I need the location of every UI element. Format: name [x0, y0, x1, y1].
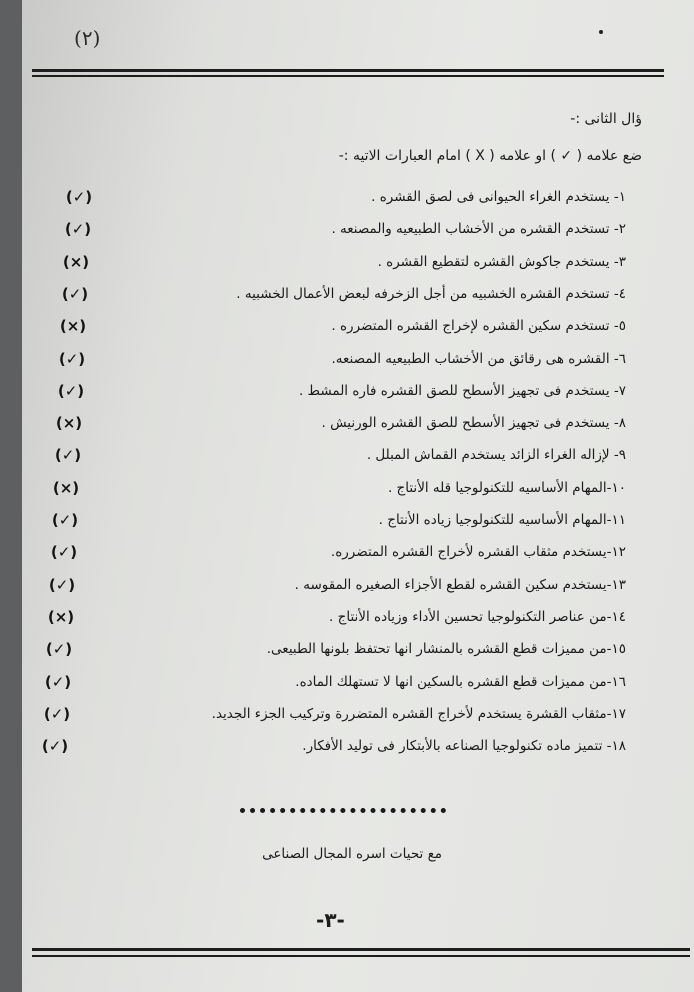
statement-text: ١٥-من مميزات قطع القشره بالمنشار انها تحتفظ بلونها الطبيعى. [266, 641, 626, 657]
footer-rule [32, 948, 690, 951]
answer-mark: (✓) [51, 511, 79, 529]
answer-mark: (✓) [61, 285, 89, 303]
answer-mark: (✓) [45, 640, 73, 658]
header-rule [32, 69, 664, 72]
answer-mark: (✓) [41, 737, 69, 755]
statement-text: ٢- تستخدم القشره من الأخشاب الطبيعيه والمصنعه . [331, 221, 626, 237]
answer-mark: (×) [62, 253, 90, 271]
statement-text: ٩- لإزاله الغراء الزائد يستخدم القماش المبلل . [366, 447, 626, 463]
statement-text: ١١-المهام الأساسيه للتكنولوجيا زياده الأنتاج . [378, 512, 626, 528]
page-number-bottom: -٣- [316, 908, 345, 932]
dotted-separator [240, 808, 446, 813]
answer-mark: (✓) [58, 350, 86, 368]
answer-mark: (×) [59, 317, 87, 335]
closing-greeting: مع تحيات اسره المجال الصناعى [262, 846, 442, 862]
answer-mark: (✓) [64, 220, 92, 238]
answer-mark: (✓) [57, 382, 85, 400]
header-rule-secondary [32, 75, 664, 77]
statement-text: ١٠-المهام الأساسيه للتكنولوجيا قله الأنتاج . [387, 480, 626, 496]
answer-mark: (×) [47, 608, 75, 626]
ink-dot [599, 30, 603, 34]
statement-text: ٤- تستخدم القشره الخشبيه من أجل الزخرفه لبعض الأعمال الخشبيه . [236, 286, 626, 302]
statement-text: ٣- يستخدم جاكوش القشره لتقطيع القشره . [377, 254, 626, 270]
answer-mark: (✓) [48, 576, 76, 594]
answer-mark: (✓) [65, 188, 93, 206]
statement-text: ١٣-يستخدم سكين القشره لقطع الأجزاء الصغيره المقوسه . [294, 577, 626, 593]
statement-text: ١٨- تتميز ماده تكنولوجيا الصناعه بالأبتكار فى توليد الأفكار. [302, 738, 626, 754]
page-number-top: (٢) [74, 26, 101, 50]
answer-mark: (✓) [50, 543, 78, 561]
footer-rule-secondary [32, 955, 690, 957]
answer-mark: (✓) [54, 446, 82, 464]
statement-text: ١٦-من مميزات قطع القشره بالسكين انها لا تستهلك الماده. [295, 674, 626, 690]
answer-mark: (×) [52, 479, 80, 497]
answer-mark: (✓) [43, 705, 71, 723]
instruction-text: ضع علامه ( ✓ ) او علامه ( X ) امام العبارات الاتيه :- [338, 148, 642, 164]
statement-text: ١- يستخدم الغراء الحيوانى فى لصق القشره . [371, 189, 626, 205]
statement-text: ١٢-يستخدم مثقاب القشره لأخراج القشره المتضرره. [330, 544, 626, 560]
statement-text: ٧- يستخدم فى تجهيز الأسطح للصق القشره فاره المشط . [298, 383, 626, 399]
statement-text: ٥- تستخدم سكين القشره لإخراج القشره المتضرره . [331, 318, 626, 334]
statement-text: ١٧-مثقاب القشرة يستخدم لأخراج القشره المتضررة وتركيب الجزء الجديد. [211, 706, 626, 722]
answer-mark: (✓) [44, 673, 72, 691]
worksheet-page [22, 0, 694, 992]
statement-text: ٨- يستخدم فى تجهيز الأسطح للصق القشره الورنيش . [321, 415, 626, 431]
statement-text: ١٤-من عناصر التكنولوجيا تحسين الأداء وزياده الأنتاج . [329, 609, 626, 625]
question-header: ؤال الثانى :- [570, 111, 642, 127]
statement-text: ٦- القشره هى رقائق من الأخشاب الطبيعيه المصنعه. [331, 351, 626, 367]
answer-mark: (×) [55, 414, 83, 432]
